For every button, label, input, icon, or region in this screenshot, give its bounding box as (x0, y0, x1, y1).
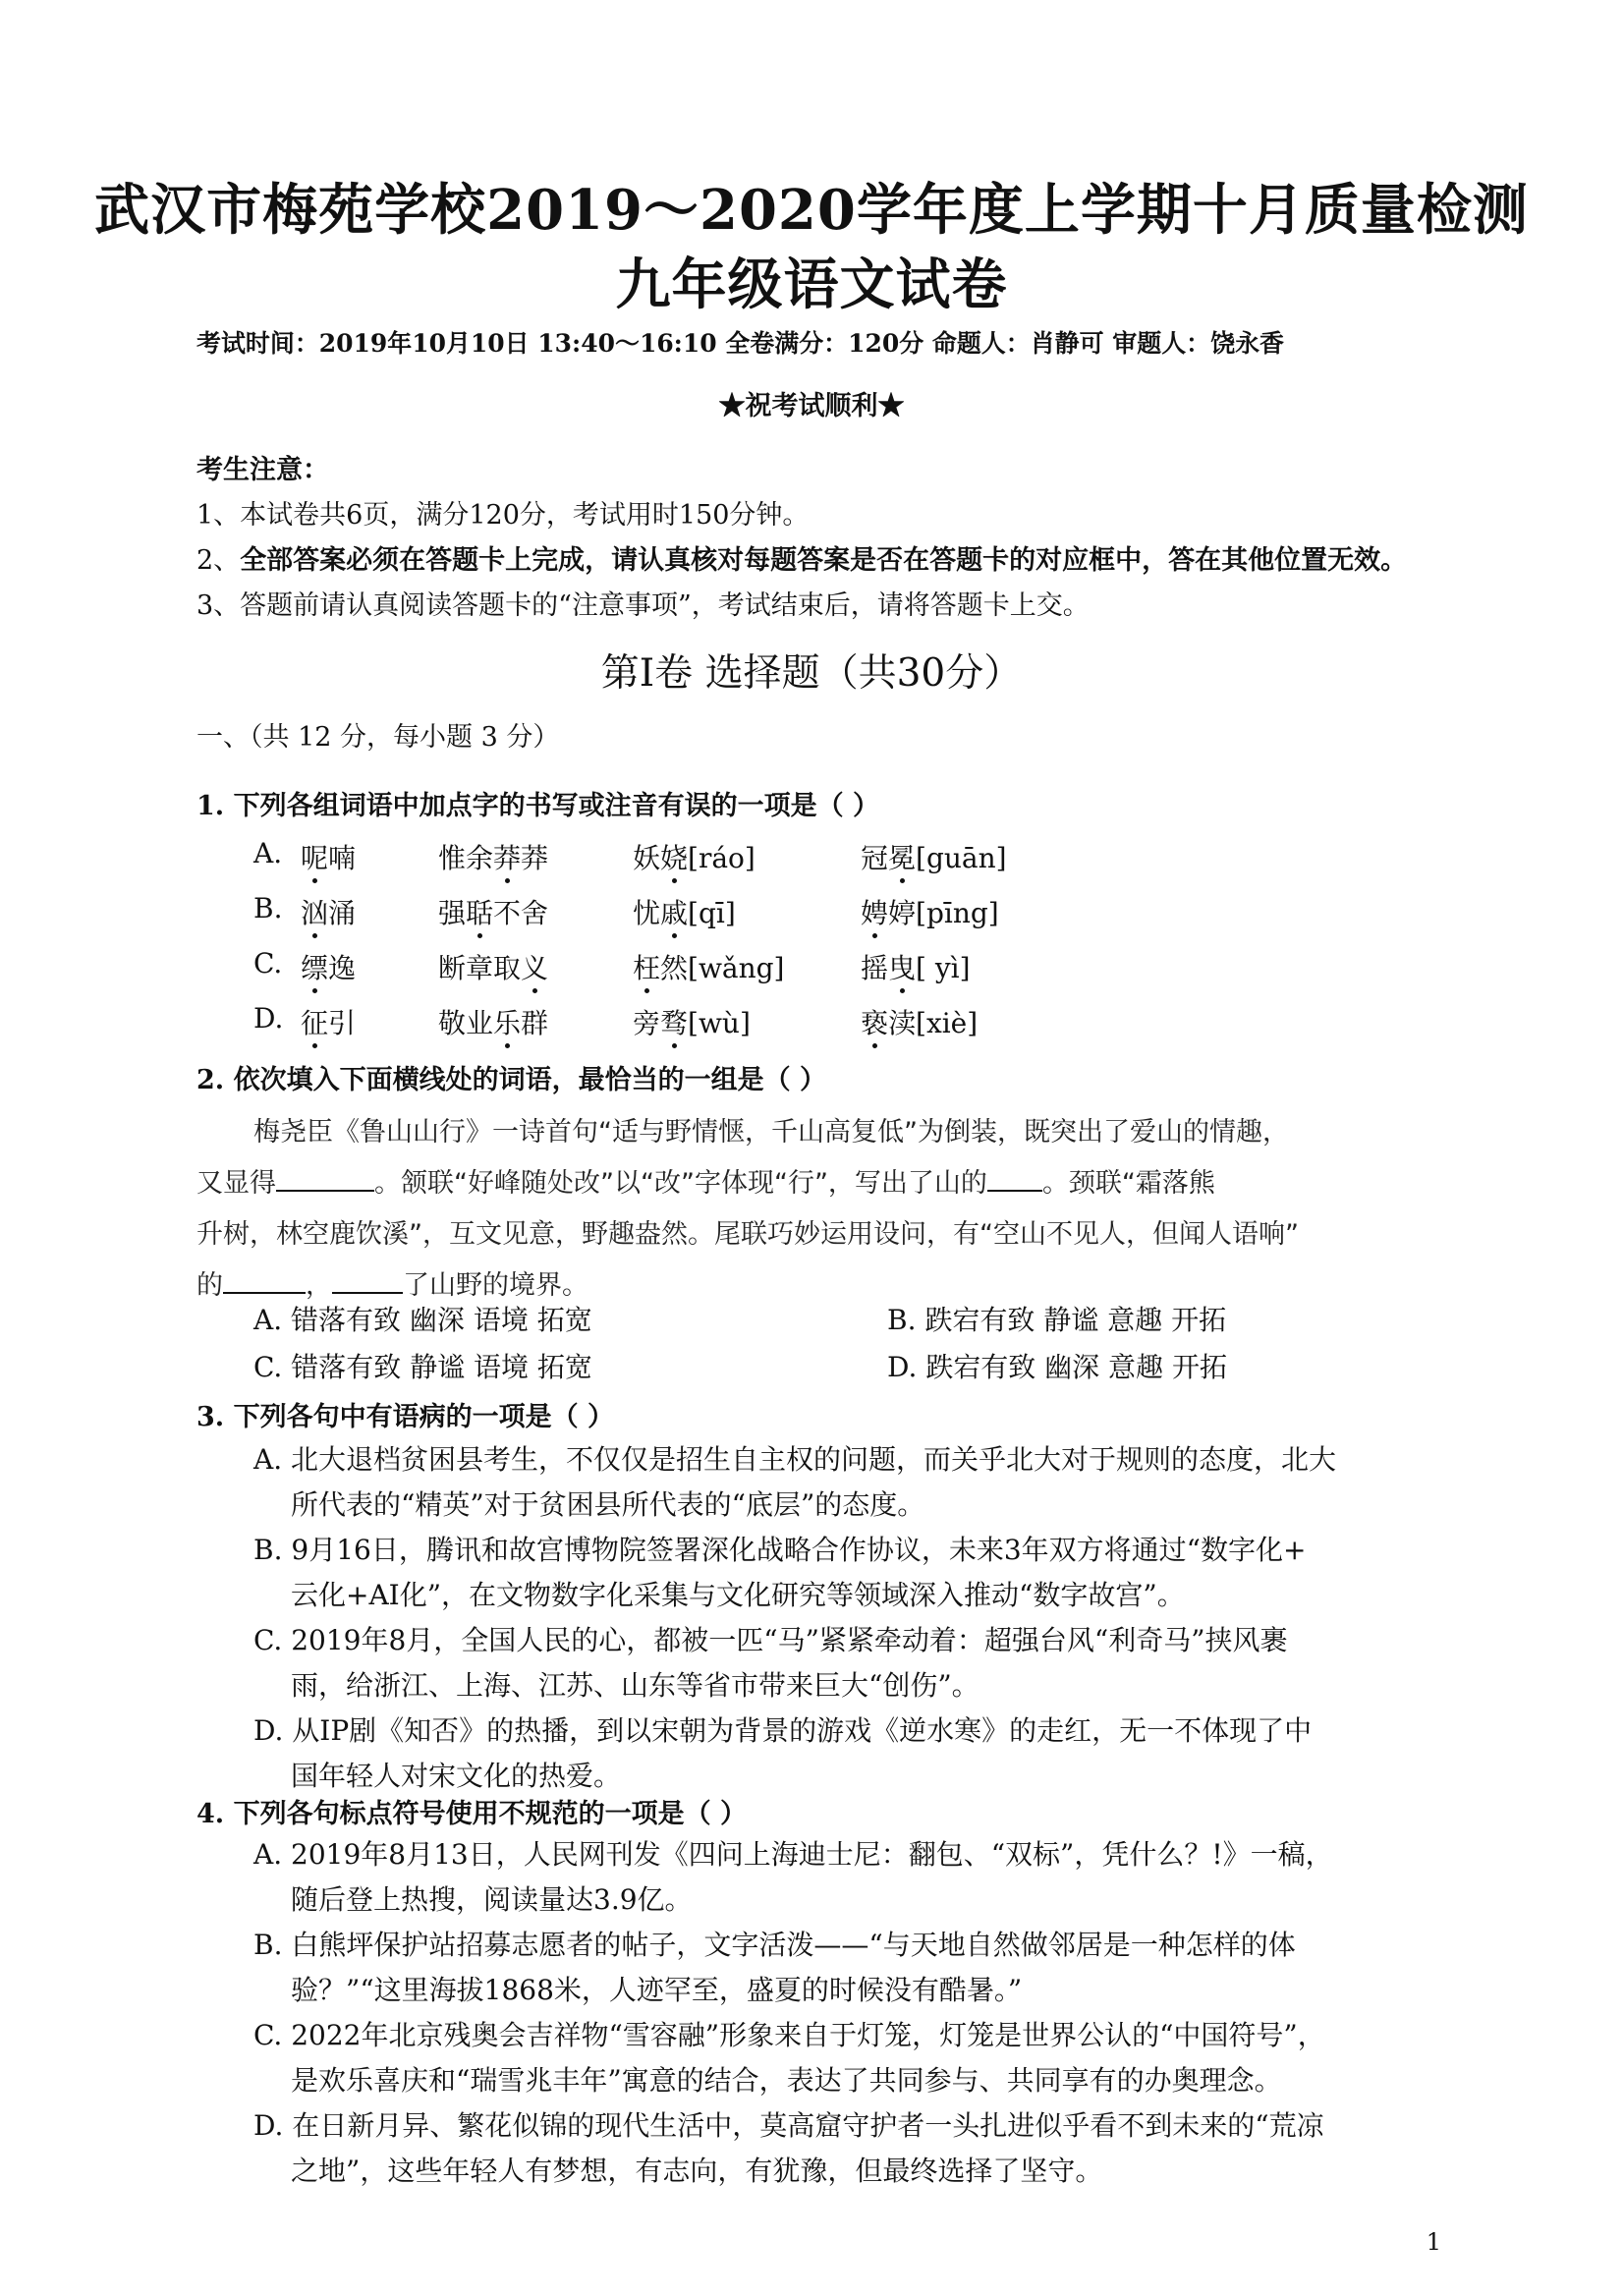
question-2-option-a: A. 错落有致 幽深 语境 拓宽 (253, 1304, 592, 1336)
question-4-option-c-line-2: 是欢乐喜庆和“瑞雪兆丰年”寓意的结合，表达了共同参与、共同享有的办奥理念。 (291, 2064, 1282, 2097)
question-4-option-c-line-1: C. 2022年北京残奥会吉祥物“雪容融”形象来自于灯笼，灯笼是世界公认的“中国符号”， (253, 2019, 1325, 2051)
notice-item-2 (196, 538, 1407, 577)
option-word-1: 呢喃 (301, 837, 356, 876)
question-2-option-b: B. 跌宕有致 静谧 意趣 开拓 (887, 1304, 1227, 1336)
option-word-4: 冠冕[guān] (861, 837, 1007, 876)
question-4-option-b-line-1: B. 白熊坪保护站招募志愿者的帖子，文字活泼——“与天地自然做邻居是一种怎样的体 (253, 1929, 1296, 1961)
answer-blank-4[interactable] (332, 1270, 403, 1294)
answer-blank-1[interactable] (276, 1168, 374, 1192)
notice-item-1: 1、本试卷共6页，满分120分，考试用时150分钟。 (196, 500, 810, 531)
question-2-passage-line-4: 的 ， 了山野的境界。 (196, 1270, 588, 1301)
notice-item-2-text: 全部答案必须在答题卡上完成，请认真核对每题答案是否在答题卡的对应框中，答在其他位置无效。 (240, 545, 1408, 576)
question-1-stem: 1. 下列各组词语中加点字的书写或注音有误的一项是（ ） (196, 791, 879, 821)
option-label: B. (253, 892, 283, 924)
question-2-stem: 2. 依次填入下面横线处的词语，最恰当的一组是（ ） (196, 1065, 826, 1095)
option-word-1: 缥逸 (301, 947, 356, 986)
option-word-3: 忧戚[qī] (633, 892, 736, 931)
option-word-3: 枉然[wǎng] (633, 947, 784, 986)
section-title: 第Ⅰ卷 选择题（共30分） (600, 651, 1023, 696)
question-3-option-b-line-2: 云化+AI化”，在文物数字化采集与文化研究等领域深入推动“数字故宫”。 (291, 1579, 1185, 1611)
option-word-2: 敬业乐群 (438, 1002, 548, 1041)
option-label: D. (253, 1002, 284, 1035)
question-2-passage-line-3: 升树，林空鹿饮溪”，互文见意，野趣盎然。尾联巧妙运用设问，有“空山不见人，但闻人语响” (196, 1219, 1299, 1250)
question-2-option-c: C. 错落有致 静谧 语境 拓宽 (253, 1351, 592, 1383)
question-2-option-d: D. 跌宕有致 幽深 意趣 开拓 (887, 1351, 1227, 1383)
option-word-1: 汹涌 (301, 892, 356, 931)
question-3-stem: 3. 下列各句中有语病的一项是（ ） (196, 1402, 614, 1432)
option-word-3: 旁骛[wù] (633, 1002, 751, 1041)
question-4-option-b-line-2: 验？”“这里海拔1868米，人迹罕至，盛夏的时候没有酷暑。” (291, 1974, 1023, 2006)
notice-heading: 考生注意： (196, 455, 329, 485)
answer-blank-3[interactable] (223, 1270, 306, 1294)
question-3-option-a-line-2: 所代表的“精英”对于贫困县所代表的“底层”的态度。 (291, 1488, 925, 1521)
good-luck-wish: ★祝考试顺利★ (718, 391, 905, 421)
option-word-2: 断章取义 (438, 947, 548, 986)
exam-info: 考试时间：2019年10月10日 13:40～16:10 全卷满分：120分 命题人：肖静可 审题人：饶永香 (196, 329, 1285, 358)
option-word-4: 亵渎[xiè] (861, 1002, 978, 1041)
option-word-2: 惟余莽莽 (438, 837, 548, 876)
question-2-passage-line-2: 又显得 。颔联“好峰随处改”以“改”字体现“行”，写出了山的 。颈联“霜落熊 (196, 1168, 1215, 1199)
question-3-option-d-line-2: 国年轻人对宋文化的热爱。 (291, 1760, 622, 1792)
question-4-option-a-line-2: 随后登上热搜，阅读量达3.9亿。 (291, 1883, 693, 1916)
option-word-1: 征引 (301, 1002, 356, 1041)
option-label: C. (253, 947, 283, 980)
exam-title-line1: 武汉市梅苑学校2019～2020学年度上学期十月质量检测 (94, 178, 1529, 243)
question-3-option-c-line-1: C. 2019年8月，全国人民的心，都被一匹“马”紧紧牵动着：超强台风“利奇马”挟风裹 (253, 1624, 1288, 1656)
question-4-stem: 4. 下列各句标点符号使用不规范的一项是（ ） (196, 1799, 747, 1829)
question-3-option-c-line-2: 雨，给浙江、上海、江苏、山东等省市带来巨大“创伤”。 (291, 1669, 979, 1702)
question-3-option-d-line-1: D. 从IP剧《知否》的热播，到以宋朝为背景的游戏《逆水寒》的走红，无一不体现了中 (253, 1714, 1313, 1747)
question-4-option-a-line-1: A. 2019年8月13日，人民网刊发《四问上海迪士尼：翻包、“双标”，凭什么？!》一稿， (253, 1838, 1333, 1871)
question-4-option-d-line-2: 之地”，这些年轻人有梦想，有志向，有犹豫，但最终选择了坚守。 (291, 2155, 1103, 2187)
answer-blank-2[interactable] (987, 1168, 1042, 1192)
exam-title-line2: 九年级语文试卷 (615, 252, 1008, 317)
question-3-option-a-line-1: A. 北大退档贫困县考生，不仅仅是招生自主权的问题，而关乎北大对于规则的态度，北大 (253, 1443, 1337, 1476)
part-one-heading: 一、（共 12 分，每小题 3 分） (196, 722, 560, 753)
question-3-option-b-line-1: B. 9月16日，腾讯和故宫博物院签署深化战略合作协议，未来3年双方将通过“数字化+ (253, 1534, 1307, 1566)
option-word-4: 摇曳[ yì] (861, 947, 971, 986)
option-word-3: 妖娆[ráo] (633, 837, 756, 876)
option-label: A. (253, 837, 283, 869)
page-number: 1 (1426, 2228, 1441, 2256)
notice-item-2-number: 2、 (196, 545, 241, 576)
notice-item-3: 3、答题前请认真阅读答题卡的“注意事项”，考试结束后，请将答题卡上交。 (196, 590, 1090, 621)
option-word-4: 娉婷[pīng] (861, 892, 999, 931)
question-2-passage-line-1: 梅尧臣《鲁山山行》一诗首句“适与野情惬，千山高复低”为倒装，既突出了爱山的情趣， (253, 1117, 1289, 1148)
option-word-2: 强聒不舍 (438, 892, 548, 931)
question-4-option-d-line-1: D. 在日新月异、繁花似锦的现代生活中，莫高窟守护者一头扎进似乎看不到未来的“荒凉 (253, 2109, 1324, 2142)
